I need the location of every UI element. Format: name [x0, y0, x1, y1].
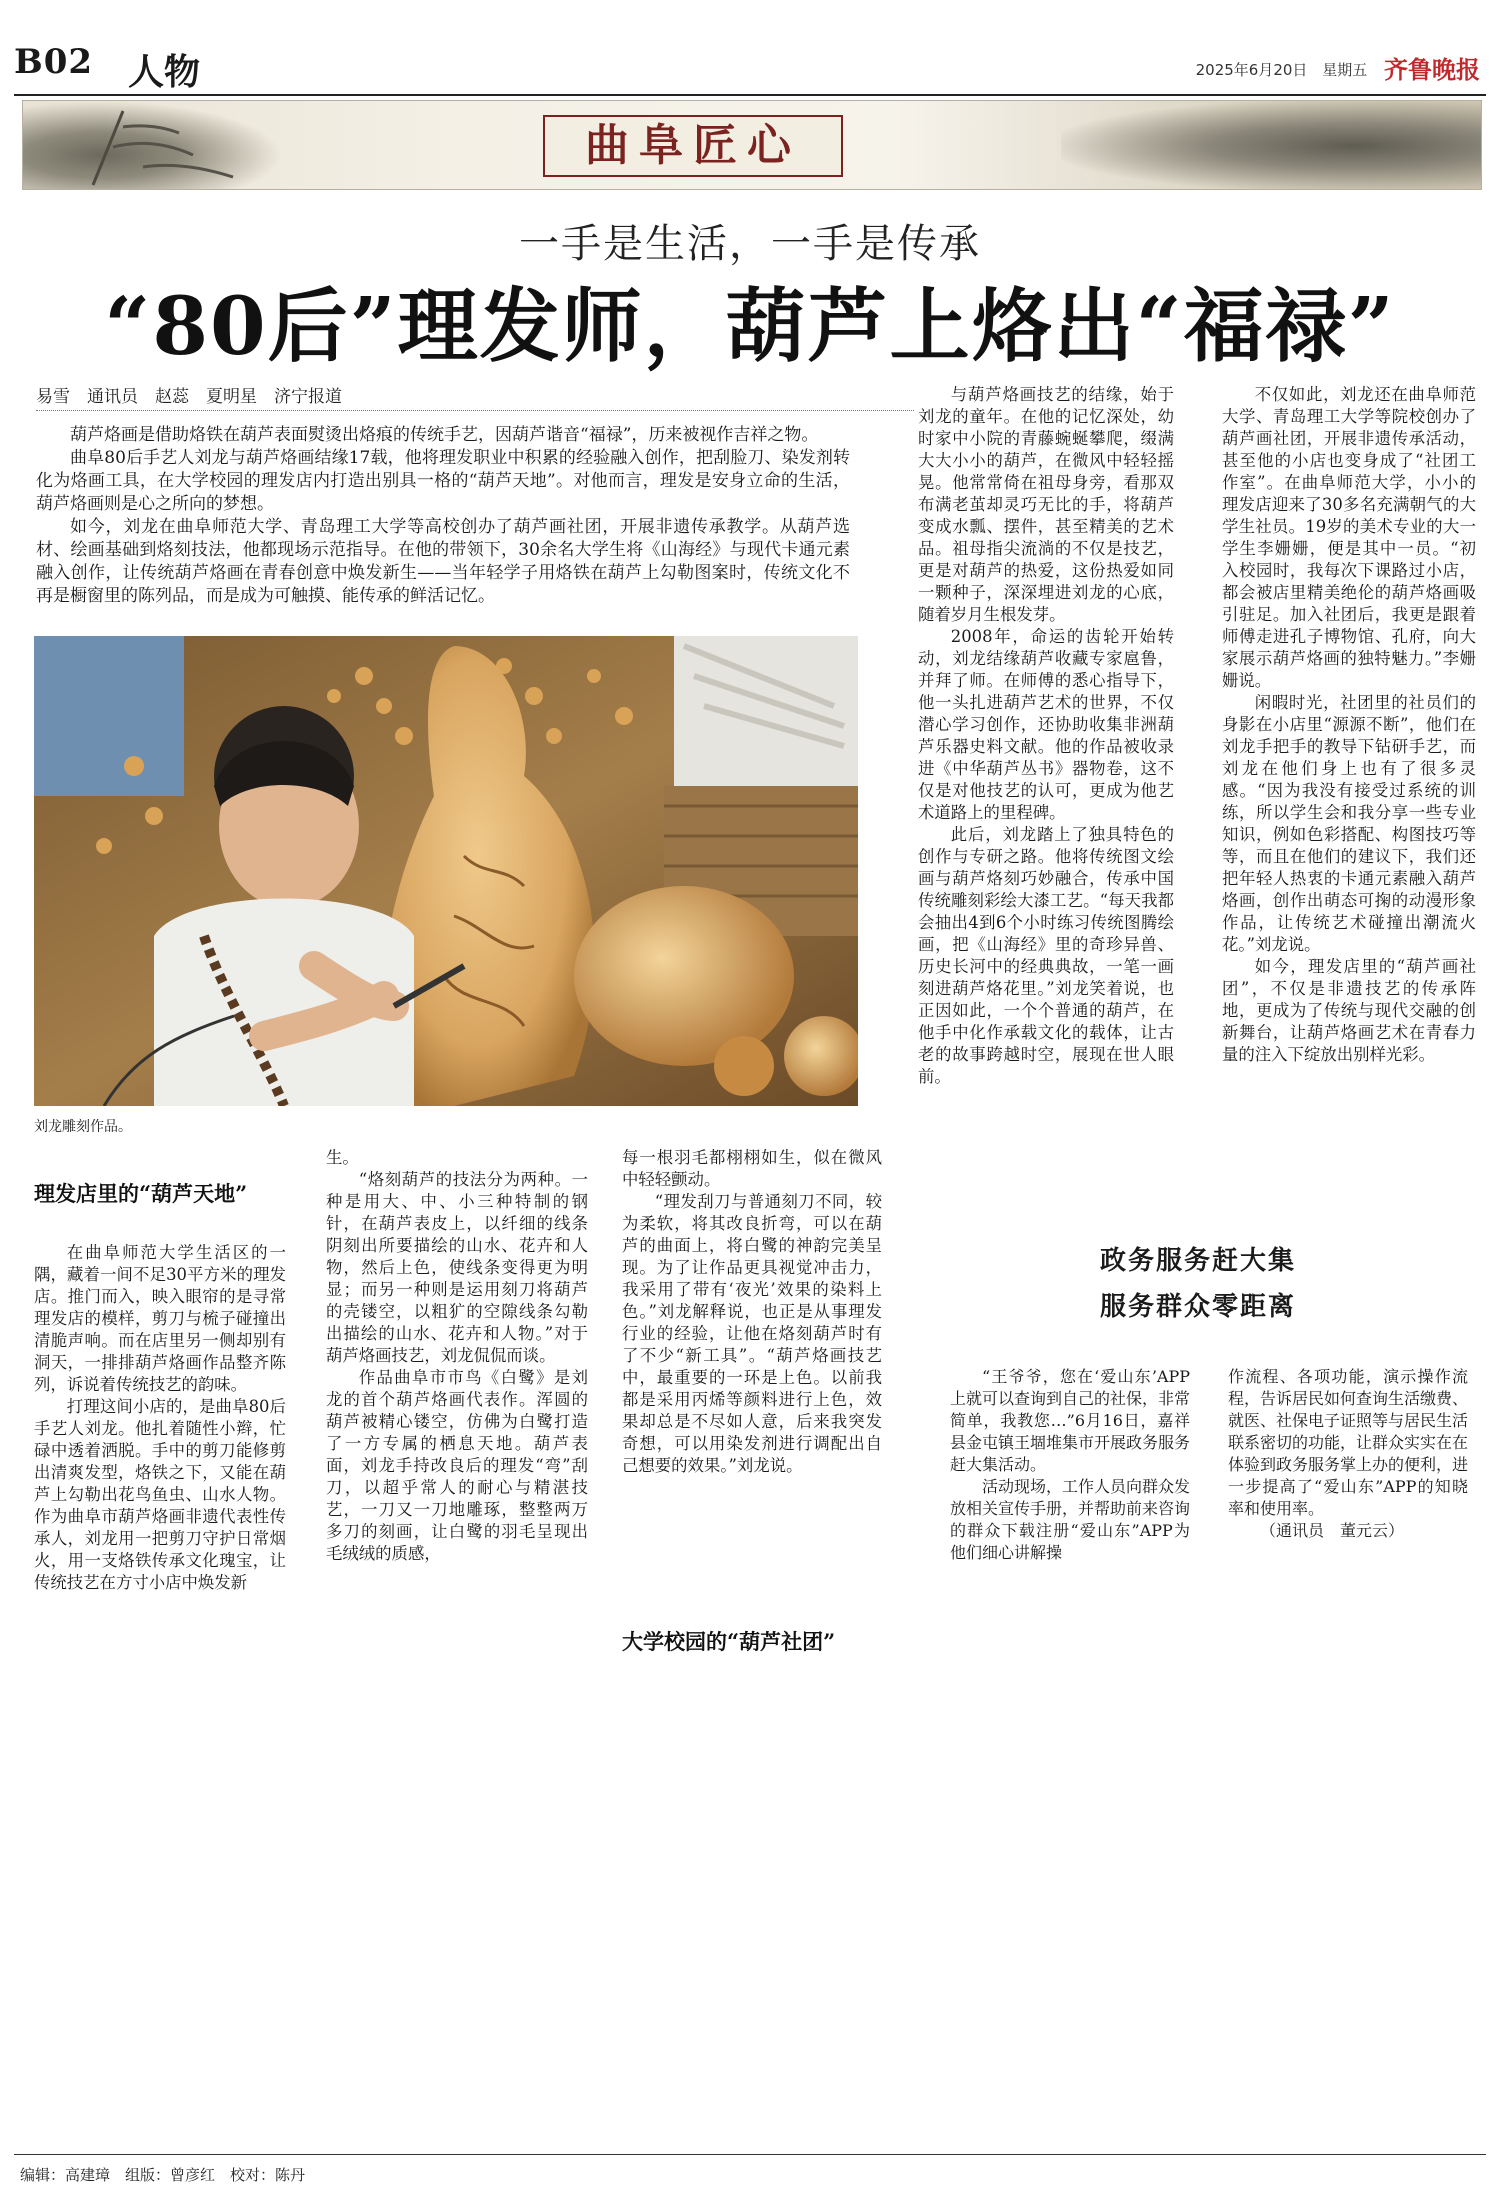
header-rule	[14, 94, 1486, 96]
body-paragraph: 2008年，命运的齿轮开始转动，刘龙结缘葫芦收藏专家扈鲁，并拜了师。在师傅的悉心指导下，他一头扎进葫芦艺术的世界，不仅潜心学习创作，还协助收集非洲葫芦乐器史料文献。他的作品被收录进《中华葫芦丛书》器物卷，这不仅是对他技艺的认可，更成为他艺术道路上的里程碑。	[918, 627, 1174, 822]
section-name: 人物	[128, 51, 201, 93]
body-paragraph: 与葫芦烙画技艺的结缘，始于刘龙的童年。在他的记忆深处，幼时家中小院的青藤蜿蜒攀爬，缀满大大小小的葫芦，在微风中轻轻摇晃。他常常倚在祖母身旁，看那双布满老茧却灵巧无比的手，将葫芦变成水瓢、摆件，甚至精美的艺术品。祖母指尖流淌的不仅是技艺，更是对葫芦的热爱，这份热爱如同一颗种子，深深埋进刘龙的心底，随着岁月生根发芽。	[918, 385, 1174, 624]
byline-rule	[36, 410, 914, 411]
body-paragraph: 作品曲阜市市鸟《白鹭》是刘龙的首个葫芦烙画代表作。浑圆的葫芦被精心镂空，仿佛为白鹭打造了一方专属的栖息天地。葫芦表面，刘龙手持改良后的理发“弯”刮刀，以超乎常人的耐心与精湛技艺，一刀又一刀地雕琢，整整两万多刀的刻画，让白鹭的羽毛呈现出毛绒绒的质感，	[326, 1368, 588, 1563]
sidebar-paragraph: 活动现场，工作人员向群众发放相关宣传手册，并帮助前来咨询的群众下载注册“爱山东”APP为他们细心讲解操	[950, 1477, 1191, 1562]
banner-title: 曲阜匠心	[585, 120, 801, 171]
banner-title-plate	[543, 115, 843, 177]
photo-caption: 刘龙雕刻作品。	[34, 1119, 132, 1135]
date-line	[1196, 50, 1480, 85]
banner-landscape-right	[1061, 101, 1481, 190]
body-paragraph: 不仅如此，刘龙还在曲阜师范大学、青岛理工大学等院校创办了葫芦画社团，开展非遗传承活动，甚至他的小店也变身成了“社团工作室”。在曲阜师范大学，小小的理发店迎来了30多名充满朝气的大学生社员。19岁的美术专业的大一学生李姗姗，便是其中一员。“初入校园时，我每次下课路过小店，都会被店里精美绝伦的葫芦烙画吸引驻足。加入社团后，我更是跟着师傅走进孔子博物馆、孔府，向大家展示葫芦烙画的独特魅力。”李姗姗说。	[1222, 385, 1476, 690]
sidebar-credit: （通讯员 董元云）	[1260, 1521, 1405, 1540]
body-column-a	[34, 1242, 286, 1594]
section-title-barbershop: 理发店里的“葫芦天地”	[34, 1181, 248, 1206]
body-paragraph: “理发刮刀与普通刻刀不同，较为柔软，将其改良折弯，可以在葫芦的曲面上，将白鹭的神韵完美呈现。为了让作品更具视觉冲击力，我采用了带有‘夜光’效果的染料上色。”刘龙解释说，也正是从事理发行业的经验，让他在烙刻葫芦时有了不少“新工具”。“葫芦烙画技艺中，最重要的一环是上色。以前我都是采用丙烯等颜料进行上色，效果却总是不尽如人意，后来我突发奇想，可以用染发剂进行调配出自己想要的效果。”刘龙说。	[622, 1192, 882, 1475]
body-paragraph: 打理这间小店的，是曲阜80后手艺人刘龙。他扎着随性小辫，忙碌中透着洒脱。手中的剪刀能修剪出清爽发型，烙铁之下，又能在葫芦上勾勒出花鸟鱼虫、山水人物。作为曲阜市葫芦烙画非遗代表性传承人，刘龙用一把剪刀守护日常烟火，用一支烙铁传承文化瑰宝，让传统技艺在方寸小店中焕发新	[34, 1397, 286, 1592]
body-paragraph: 每一根羽毛都栩栩如生，似在微风中轻轻颤动。	[622, 1148, 882, 1189]
sidebar-column-1	[950, 1366, 1190, 1564]
page-number: B02	[14, 42, 94, 82]
article-photo	[34, 636, 858, 1106]
photo-artisan-carving-gourd	[34, 636, 858, 1106]
body-paragraph: 如今，理发店里的“葫芦画社团”，不仅是非遗技艺的传承阵地，更成为了传统与现代交融的创新舞台，让葫芦烙画艺术在青春力量的注入下绽放出别样光彩。	[1222, 957, 1476, 1064]
article-headline: “80后”理发师，葫芦上烙出“福禄”	[104, 279, 1396, 373]
footer-credits: 编辑：高建璋 组版：曾彦红 校对：陈丹	[20, 2166, 306, 2184]
body-column-e	[1222, 384, 1476, 1066]
lead-paragraph: 如今，刘龙在曲阜师范大学、青岛理工大学等高校创办了葫芦画社团，开展非遗传承教学。从葫芦选材、绘画基础到烙刻技法，他都现场示范指导。在他的带领下，30余名大学生将《山海经》与现代卡通元素融入创作，让传统葫芦烙画在青春创意中焕发新生——当年轻学子用烙铁在葫芦上勾勒图案时，传统文化不再是橱窗里的陈列品，而是成为可触摸、能传承的鲜活记忆。	[36, 517, 850, 606]
lead-paragraph: 曲阜80后手艺人刘龙与葫芦烙画结缘17载，他将理发职业中积累的经验融入创作，把刮脸刀、染发剂转化为烙画工具，在大学校园的理发店内打造出别具一格的“葫芦天地”。对他而言，理发是安身立命的生活，葫芦烙画则是心之所向的梦想。	[36, 448, 850, 514]
section-title-campus-club: 大学校园的“葫芦社团”	[622, 1629, 836, 1654]
sidebar-paragraph: 作流程、各项功能，演示操作流程，告诉居民如何查询生活缴费、就医、社保电子证照等与居民生活联系密切的功能，让群众实实在在体验到政务服务掌上办的便利，进一步提高了“爱山东”APP的知晓率和使用率。	[1228, 1367, 1469, 1518]
footer-rule	[14, 2154, 1486, 2155]
bamboo-illustration	[83, 107, 283, 187]
body-column-d	[918, 384, 1174, 1088]
sidebar-headline-2: 服务群众零距离	[1099, 1292, 1296, 1322]
body-column-c	[622, 1147, 882, 1477]
sidebar-headline-1: 政务服务赶大集	[1099, 1246, 1296, 1276]
article-subheadline: 一手是生活，一手是传承	[519, 221, 981, 267]
paper-name-logo: 齐鲁晚报	[1384, 56, 1480, 84]
body-paragraph: 此后，刘龙踏上了独具特色的创作与专研之路。他将传统图文绘画与葫芦烙刻巧妙融合，传承中国传统雕刻彩绘大漆工艺。“每天我都会抽出4到6个小时练习传统图腾绘画，把《山海经》里的奇珍异兽、历史长河中的经典典故，一笔一画刻进葫芦烙花里。”刘龙笑着说，也正因如此，一个个普通的葫芦，在他手中化作承载文化的载体，让古老的故事跨越时空，展现在世人眼前。	[918, 825, 1174, 1086]
column-banner	[22, 100, 1482, 190]
article-lead	[36, 424, 850, 608]
weekday: 星期五	[1322, 61, 1368, 79]
article-byline: 易雪 通讯员 赵蕊 夏明星 济宁报道	[36, 387, 342, 407]
lead-paragraph: 葫芦烙画是借助烙铁在葫芦表面熨烫出烙痕的传统手艺，因葫芦谐音“福禄”，历来被视作吉祥之物。	[70, 425, 819, 445]
body-column-b	[326, 1147, 588, 1565]
body-paragraph: 在曲阜师范大学生活区的一隅，藏着一间不足30平方米的理发店。推门而入，映入眼帘的是寻常理发店的模样，剪刀与梳子碰撞出清脆声响。而在店里另一侧却别有洞天，一排排葫芦烙画作品整齐陈列，诉说着传统技艺的韵味。	[34, 1243, 286, 1394]
issue-date: 2025年6月20日	[1195, 61, 1308, 79]
body-paragraph: 闲暇时光，社团里的社员们的身影在小店里“源源不断”，他们在刘龙手把手的教导下钻研手艺，而刘龙在他们身上也有了很多灵感。“因为我没有接受过系统的训练，所以学生会和我分享一些专业知识，例如色彩搭配、构图技巧等等，而且在他们的建议下，我们还把年轻人热衷的卡通元素融入葫芦烙画，创作出萌态可掬的动漫形象作品，让传统艺术碰撞出潮流火花。”刘龙说。	[1222, 693, 1476, 954]
body-paragraph: “烙刻葫芦的技法分为两种。一种是用大、中、小三种特制的钢针，在葫芦表皮上，以纤细的线条阴刻出所要描绘的山水、花卉和人物，然后上色，使线条变得更为明显；而另一种则是运用刻刀将葫芦的壳镂空，以粗犷的空隙线条勾勒出描绘的山水、花卉和人物。”对于葫芦烙画技艺，刘龙侃侃而谈。	[326, 1170, 588, 1365]
body-paragraph: 生。	[326, 1148, 359, 1167]
sidebar-paragraph: “王爷爷，您在‘爱山东’APP上就可以查询到自己的社保，非常简单，我教您…”6月16日，嘉祥县金屯镇王堌堆集市开展政务服务赶大集活动。	[950, 1367, 1191, 1474]
sidebar-column-2	[1228, 1366, 1468, 1542]
